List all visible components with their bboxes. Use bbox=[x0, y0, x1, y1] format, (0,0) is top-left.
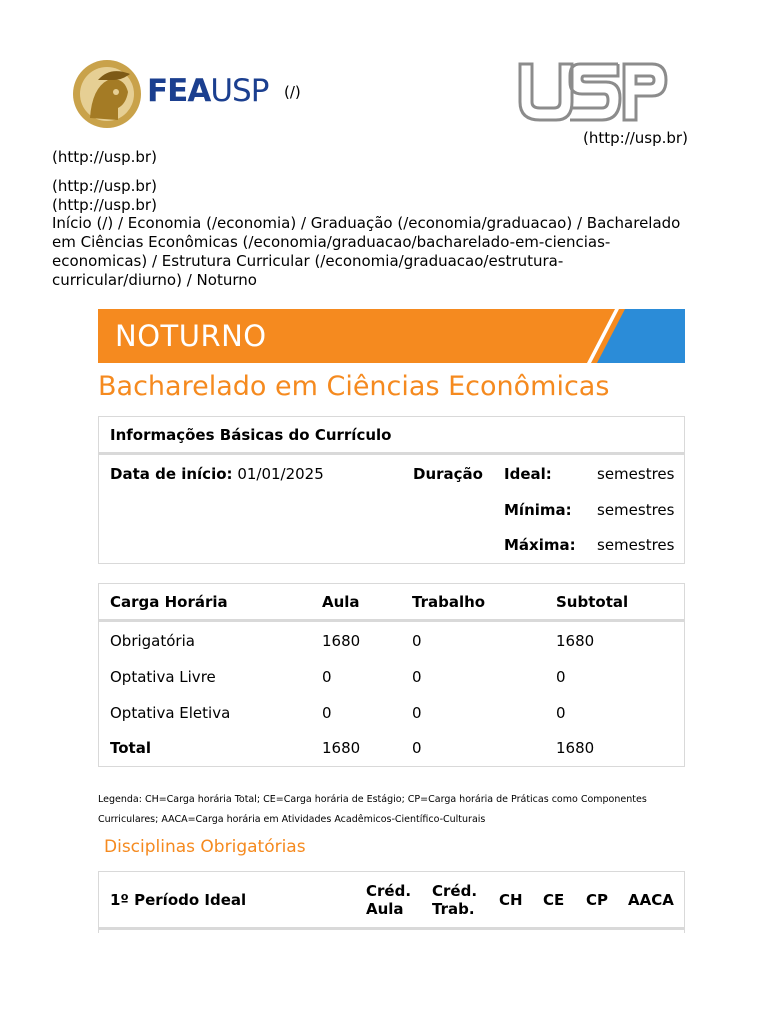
table-cell: Total bbox=[110, 739, 151, 757]
period-label: 1º Período Ideal bbox=[110, 891, 247, 909]
usp-home-link[interactable]: (http://usp.br) bbox=[583, 129, 688, 147]
duration-label: Duração bbox=[413, 465, 483, 483]
legend-text: Legenda: CH=Carga horária Total; CE=Carga horária de Estágio; CP=Carga horária de Práticas como Componentes Curriculares; AACA=Carga horária em Atividades Acadêmicos-Científico-Culturais bbox=[98, 794, 647, 825]
usp-brand-text: USP bbox=[210, 73, 269, 109]
table-cell: 0 bbox=[412, 632, 422, 650]
ideal-label: Ideal: bbox=[504, 465, 552, 483]
banner-title: NOTURNO bbox=[115, 319, 267, 353]
table-cell: 0 bbox=[412, 668, 422, 686]
cred-trab-line2: Trab. bbox=[432, 900, 475, 918]
cred-trab-header bbox=[432, 882, 477, 918]
table-cell: 1680 bbox=[322, 632, 361, 650]
workload-table bbox=[98, 583, 685, 767]
table-cell: 0 bbox=[556, 668, 566, 686]
fea-emblem-icon[interactable] bbox=[68, 58, 146, 130]
table-cell: Obrigatória bbox=[110, 632, 195, 650]
start-date-label: Data de início: bbox=[110, 465, 233, 483]
fea-brand-text: FEA bbox=[147, 73, 211, 109]
cred-trab-line1: Créd. bbox=[432, 882, 478, 900]
cp-header: CP bbox=[586, 891, 609, 909]
curriculum-info-box bbox=[98, 416, 685, 564]
table-cell: 1680 bbox=[556, 632, 595, 650]
usp-logo-icon[interactable] bbox=[518, 62, 668, 122]
workload-table-header bbox=[99, 584, 684, 622]
table-cell: Optativa Eletiva bbox=[110, 704, 231, 722]
fea-usp-wordmark[interactable] bbox=[147, 73, 268, 109]
banner-stripe-icon bbox=[575, 309, 685, 363]
section-banner bbox=[98, 309, 685, 363]
column-header: Trabalho bbox=[412, 593, 486, 611]
page-title: Bacharelado em Ciências Econômicas bbox=[98, 371, 610, 402]
cred-aula-line1: Créd. bbox=[366, 882, 412, 900]
breadcrumb[interactable]: Início (/) / Economia (/economia) / Graduação (/economia/graduacao) / Bacharelado em Ciências Econômicas (/economia/graduacao/bacharelado-em-ciencias-economicas) / Estrutura Curricular (/economia/graduacao/estrutura-curricular/diurno) / Noturno bbox=[52, 214, 681, 289]
disciplines-title: Disciplinas Obrigatórias bbox=[104, 837, 306, 857]
cred-aula-line2: Aula bbox=[366, 900, 404, 918]
ce-header: CE bbox=[543, 891, 565, 909]
min-label: Mínima: bbox=[504, 501, 572, 519]
usp-link-1[interactable]: (http://usp.br) bbox=[52, 148, 157, 166]
disciplines-table bbox=[98, 871, 685, 933]
table-cell: 1680 bbox=[322, 739, 361, 757]
disciplines-table-header bbox=[99, 872, 684, 930]
usp-link-2[interactable]: (http://usp.br) bbox=[52, 177, 157, 195]
table-cell: Optativa Livre bbox=[110, 668, 216, 686]
min-value: semestres bbox=[597, 501, 675, 519]
table-cell: 0 bbox=[322, 704, 332, 722]
usp-link-3[interactable]: (http://usp.br) bbox=[52, 196, 157, 214]
max-label: Máxima: bbox=[504, 536, 576, 554]
aaca-header: AACA bbox=[628, 891, 674, 909]
cred-aula-header bbox=[366, 882, 411, 918]
fea-home-link[interactable]: (/) bbox=[284, 83, 301, 101]
column-header: Aula bbox=[322, 593, 360, 611]
start-date bbox=[110, 465, 324, 483]
ideal-value: semestres bbox=[597, 465, 675, 483]
table-cell: 0 bbox=[556, 704, 566, 722]
curriculum-info-title: Informações Básicas do Currículo bbox=[110, 426, 392, 444]
max-value: semestres bbox=[597, 536, 675, 554]
curriculum-info-header bbox=[99, 417, 684, 455]
table-cell: 0 bbox=[322, 668, 332, 686]
table-cell: 0 bbox=[412, 704, 422, 722]
start-date-value: 01/01/2025 bbox=[237, 465, 324, 483]
table-cell: 0 bbox=[412, 739, 422, 757]
ch-header: CH bbox=[499, 891, 523, 909]
column-header: Subtotal bbox=[556, 593, 629, 611]
column-header: Carga Horária bbox=[110, 593, 228, 611]
table-cell: 1680 bbox=[556, 739, 595, 757]
